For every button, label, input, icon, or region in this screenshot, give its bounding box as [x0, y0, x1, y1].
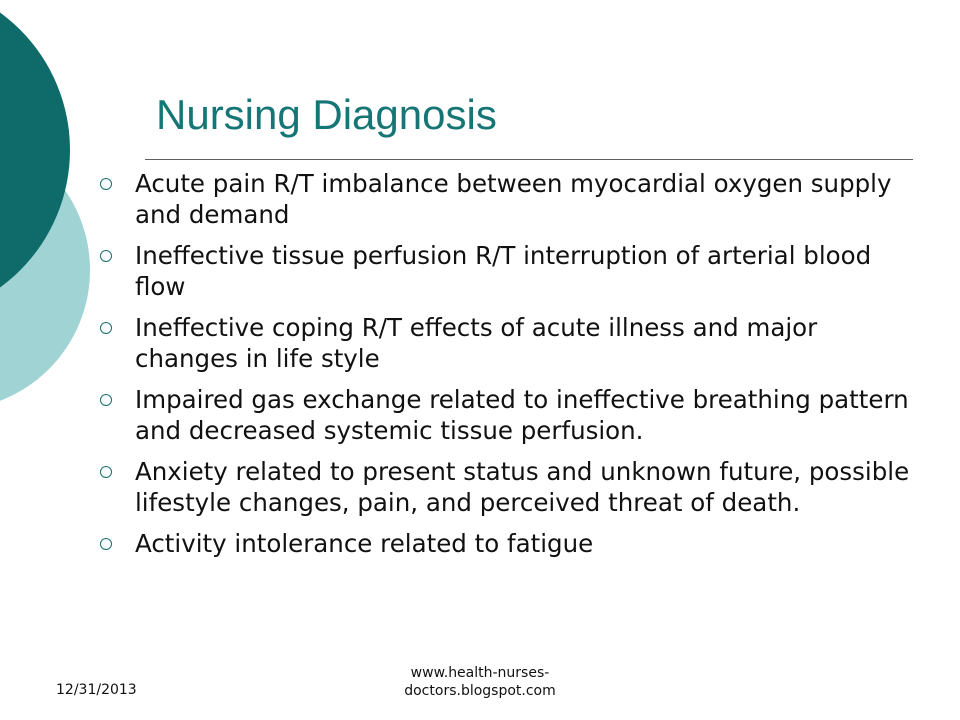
- circle-bullet-icon: [100, 466, 112, 478]
- title-divider: [145, 159, 913, 160]
- bullet-item: [100, 240, 910, 302]
- bullet-item: [100, 168, 910, 230]
- bullet-item: [100, 528, 910, 559]
- circle-bullet-icon: [100, 178, 112, 190]
- bullet-item: [100, 312, 910, 374]
- circle-bullet-icon: [100, 538, 112, 550]
- footer-website-line-2: doctors.blogspot.com: [404, 683, 556, 699]
- circle-bullet-icon: [100, 322, 112, 334]
- circle-bullet-icon: [100, 394, 112, 406]
- footer-website: [330, 664, 630, 700]
- bullet-text: Impaired gas exchange related to ineffective breathing pattern and decreased systemic tissue perfusion.: [135, 385, 909, 445]
- footer-website-line-1: www.health-nurses-: [410, 665, 550, 681]
- bullet-text: Activity intolerance related to fatigue: [135, 529, 594, 558]
- bullet-item: [100, 384, 910, 446]
- circle-bullet-icon: [100, 250, 112, 262]
- bullet-item: [100, 456, 910, 518]
- bullet-text: Anxiety related to present status and unknown future, possible lifestyle changes, pain, and perceived threat of death.: [135, 457, 910, 517]
- footer-date: 12/31/2013: [56, 682, 137, 698]
- bullet-text: Ineffective tissue perfusion R/T interruption of arterial blood flow: [135, 241, 872, 301]
- bullet-text: Ineffective coping R/T effects of acute illness and major changes in life style: [135, 313, 818, 373]
- bullet-text: Acute pain R/T imbalance between myocardial oxygen supply and demand: [135, 169, 892, 229]
- slide-title: Nursing Diagnosis: [156, 91, 497, 138]
- bullet-list: [100, 168, 910, 569]
